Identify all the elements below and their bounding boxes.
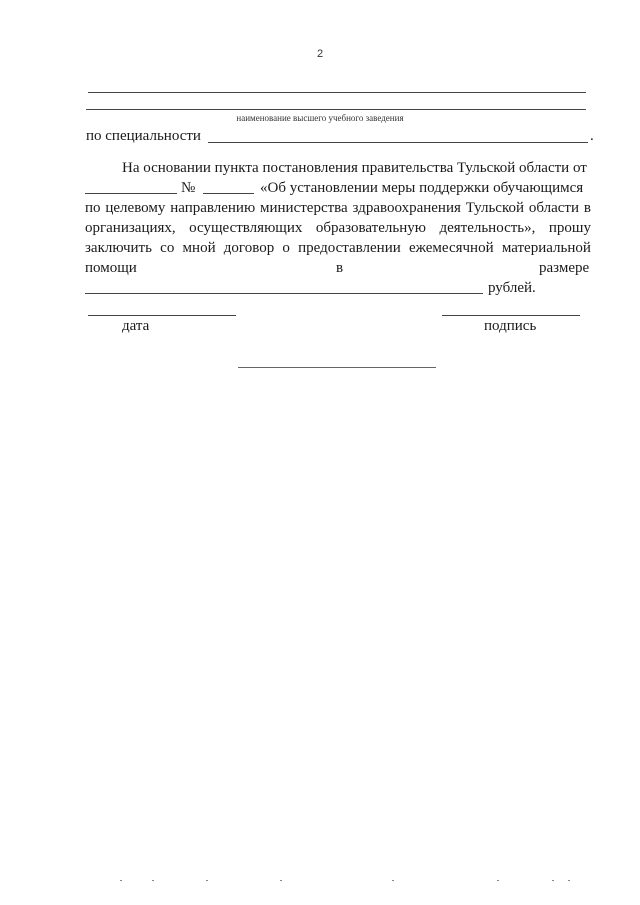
paragraph-line-4 bbox=[85, 218, 591, 238]
university-name-line-1 bbox=[88, 92, 586, 93]
paragraph-line-6-right: размере bbox=[539, 260, 590, 276]
word: осуществляющих bbox=[189, 220, 303, 236]
number-sign: № bbox=[181, 180, 196, 196]
word: организациях, bbox=[85, 220, 176, 236]
word: прошу bbox=[548, 220, 591, 236]
decree-date-blank bbox=[85, 193, 177, 194]
university-caption: наименование высшего учебного заведения bbox=[236, 113, 404, 123]
paragraph-line-2: «Об установлении меры поддержки обучающимся bbox=[260, 180, 584, 196]
date-label: дата bbox=[122, 318, 150, 334]
word: направлению bbox=[170, 200, 256, 216]
word: в bbox=[583, 200, 591, 216]
word: Тульской bbox=[465, 200, 525, 216]
specialty-label: по специальности bbox=[86, 128, 201, 144]
word: деятельность», bbox=[439, 220, 536, 236]
specialty-blank bbox=[208, 142, 588, 143]
word: ежемесячной bbox=[408, 240, 494, 256]
word: материальной bbox=[501, 240, 591, 256]
paragraph-line-1: На основании пункта постановления правительства Тульской области от bbox=[122, 160, 587, 176]
decree-number-blank bbox=[203, 193, 254, 194]
word: о bbox=[282, 240, 290, 256]
university-name-line-2 bbox=[86, 109, 586, 110]
word: по bbox=[85, 200, 101, 216]
paragraph-line-6-left: помощи bbox=[85, 260, 137, 276]
paragraph-line-3 bbox=[85, 198, 591, 218]
word: договор bbox=[223, 240, 275, 256]
paragraph-line-7-end: рублей. bbox=[488, 280, 536, 296]
date-line bbox=[88, 315, 236, 316]
paragraph-line-5 bbox=[85, 238, 591, 258]
word: мной bbox=[182, 240, 216, 256]
end-separator bbox=[238, 367, 436, 368]
paragraph-line-6-mid: в bbox=[336, 260, 344, 276]
scan-artifacts bbox=[0, 880, 640, 884]
specialty-end: . bbox=[590, 128, 594, 144]
word: образовательную bbox=[315, 220, 426, 236]
word: заключить bbox=[85, 240, 152, 256]
word: здравоохранения bbox=[352, 200, 461, 216]
word: области bbox=[528, 200, 579, 216]
word: целевому bbox=[105, 200, 166, 216]
amount-blank bbox=[85, 293, 483, 294]
signature-label: подпись bbox=[484, 318, 537, 334]
word: предоставлении bbox=[298, 240, 401, 256]
word: со bbox=[160, 240, 175, 256]
page-number: 2 bbox=[316, 48, 324, 60]
word: министерства bbox=[260, 200, 348, 216]
